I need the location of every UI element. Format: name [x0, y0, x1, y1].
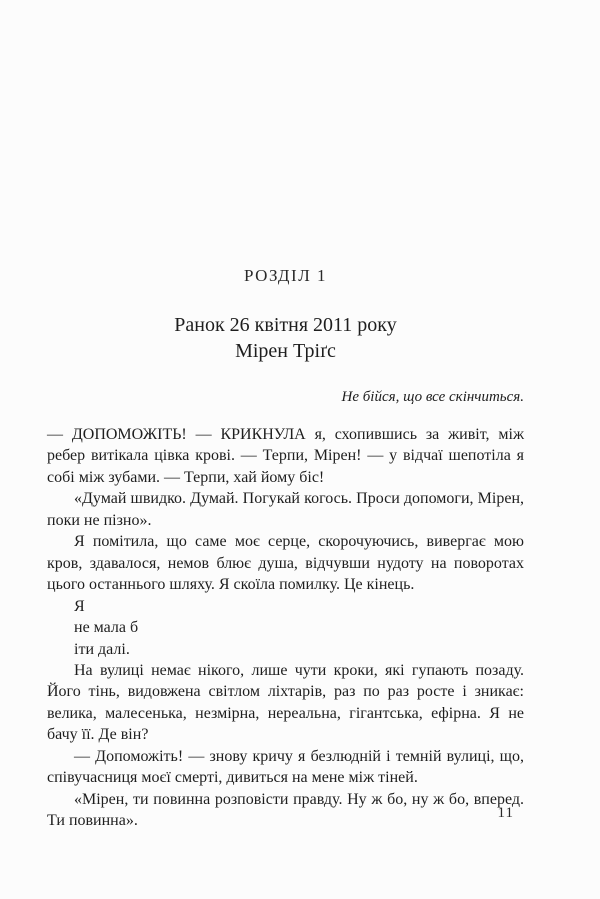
body-paragraph: не мала б: [74, 619, 139, 637]
body-paragraph: Я: [74, 597, 85, 615]
page-number: 11: [497, 805, 514, 821]
body-paragraph: — Допоможіть! — знову кричу я безлюдній і темній вулиці, що, співучасниця моєї смерті, дивиться на мене між тіней.: [47, 747, 524, 787]
chapter-heading: РОЗДІЛ 1: [244, 266, 327, 285]
body-paragraph: іти далі.: [74, 640, 130, 658]
epigraph: Не бійся, що все скінчиться.: [341, 389, 524, 405]
body-paragraph: «Думай швидко. Думай. Погукай когось. Проси допомоги, Мірен, поки не пізно».: [47, 490, 524, 529]
body-paragraph: — ДОПОМОЖІТЬ! — КРИКНУЛА я, схопившись за живіт, між ребер витікала цівка крові. — Терпи, Мірен! — у відчаї шепотіла я собі між зубами. — Терпи, хай йому біс!: [47, 426, 524, 486]
body-paragraph: Я помітила, що саме моє серце, скорочуючись, вивергає мою кров, здавалося, немов блює душа, відчувши нудоту на поворотах цього останнього шляху. Я скоїла помилку. Це кінець.: [47, 533, 524, 594]
body-text: [47, 424, 524, 832]
chapter-date: Ранок 26 квітня 2011 року: [174, 314, 397, 336]
body-paragraph: «Мірен, ти повинна розповісти правду. Ну ж бо, ну ж бо, вперед. Ти повинна».: [47, 790, 524, 830]
chapter-narrator: Мірен Тріґс: [235, 340, 336, 362]
text-column: [47, 0, 524, 832]
body-paragraph: На вулиці немає нікого, лише чути кроки, які гупають позаду. Його тінь, видовжена світлом ліхтарів, раз по раз росте і зникає: велика, малесенька, незмірна, нереальна, гігантська, ефірна. Я не бачу її. Де він?: [47, 661, 524, 744]
